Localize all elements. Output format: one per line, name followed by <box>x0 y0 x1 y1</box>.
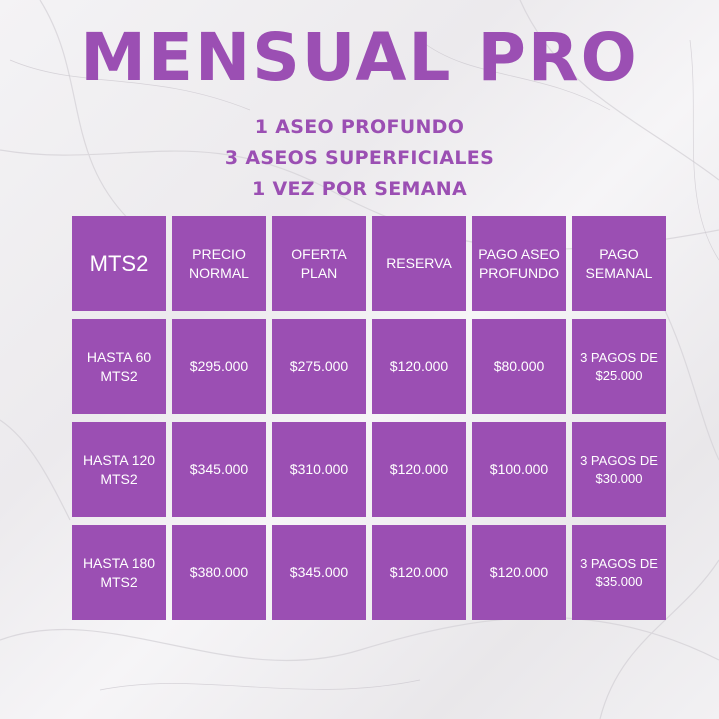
header-cell-precio-normal: PRECIO NORMAL <box>172 216 266 311</box>
table-cell: 3 PAGOS DE $35.000 <box>572 525 666 620</box>
table-cell: $345.000 <box>172 422 266 517</box>
table-cell: $345.000 <box>272 525 366 620</box>
table-cell: $295.000 <box>172 319 266 414</box>
table-cell: 3 PAGOS DE $25.000 <box>572 319 666 414</box>
table-cell: $120.000 <box>372 319 466 414</box>
header-cell-oferta-plan: OFERTA PLAN <box>272 216 366 311</box>
page-title: MENSUAL PRO <box>80 19 639 96</box>
table-cell: HASTA 60 MTS2 <box>72 319 166 414</box>
table-cell: $100.000 <box>472 422 566 517</box>
table-cell: 3 PAGOS DE $30.000 <box>572 422 666 517</box>
plan-details <box>0 112 719 205</box>
table-cell: $80.000 <box>472 319 566 414</box>
table-cell: $310.000 <box>272 422 366 517</box>
table-cell: $120.000 <box>372 525 466 620</box>
header-cell-reserva: RESERVA <box>372 216 466 311</box>
header-cell-pago-semanal: PAGO SEMANAL <box>572 216 666 311</box>
plan-detail-line: 1 VEZ POR SEMANA <box>252 178 467 200</box>
price-table <box>72 216 666 620</box>
plan-detail-line: 1 ASEO PROFUNDO <box>254 116 465 138</box>
table-cell: $380.000 <box>172 525 266 620</box>
table-cell: $275.000 <box>272 319 366 414</box>
table-cell: HASTA 120 MTS2 <box>72 422 166 517</box>
table-cell: $120.000 <box>472 525 566 620</box>
header-cell-pago-aseo-profundo: PAGO ASEO PROFUNDO <box>472 216 566 311</box>
header-cell-mts2: MTS2 <box>72 216 166 311</box>
table-cell: HASTA 180 MTS2 <box>72 525 166 620</box>
table-cell: $120.000 <box>372 422 466 517</box>
plan-detail-line: 3 ASEOS SUPERFICIALES <box>224 147 495 169</box>
